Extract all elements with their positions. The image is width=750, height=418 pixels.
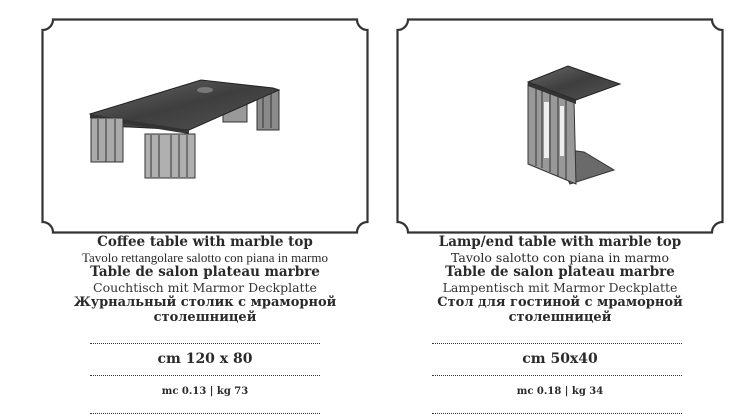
product-image-frame xyxy=(396,18,724,234)
volume-weight-specs: mc 0.18 | kg 34 xyxy=(516,386,604,397)
title-italian: Tavolo rettangolare salotto con piana in marmo xyxy=(81,250,328,265)
dotted-divider xyxy=(432,413,682,414)
product-description xyxy=(390,235,730,325)
title-russian-line1: Журнальный столик с мраморной xyxy=(73,295,337,310)
product-card-lamp-table xyxy=(390,0,730,418)
lamp-table-image xyxy=(506,60,626,190)
dotted-divider xyxy=(432,343,682,344)
title-french: Table de salon plateau marbre xyxy=(90,264,320,280)
title-german: Couchtisch mit Marmor Deckplatte xyxy=(93,280,317,295)
coffee-table-image xyxy=(81,56,311,196)
title-french: Table de salon plateau marbre xyxy=(445,264,675,280)
title-russian-line2: столешницей xyxy=(508,310,612,325)
dotted-divider xyxy=(90,343,320,344)
product-image-frame xyxy=(41,18,369,234)
volume-weight-specs: mc 0.13 | kg 73 xyxy=(161,386,249,397)
title-russian-line1: Стол для гостиной с мраморной xyxy=(437,295,683,310)
dimensions: cm 50x40 xyxy=(522,351,598,367)
dimensions: cm 120 x 80 xyxy=(157,351,253,367)
dotted-divider xyxy=(90,413,320,414)
dotted-divider xyxy=(90,375,320,376)
dotted-divider xyxy=(432,375,682,376)
title-english: Lamp/end table with marble top xyxy=(438,234,682,250)
title-german: Lampentisch mit Marmor Deckplatte xyxy=(442,280,678,295)
title-russian-line2: столешницей xyxy=(153,310,257,325)
title-italian: Tavolo salotto con piana in marmo xyxy=(451,250,669,265)
title-english: Coffee table with marble top xyxy=(97,234,313,250)
product-description xyxy=(35,235,375,325)
product-card-coffee-table xyxy=(35,0,375,418)
